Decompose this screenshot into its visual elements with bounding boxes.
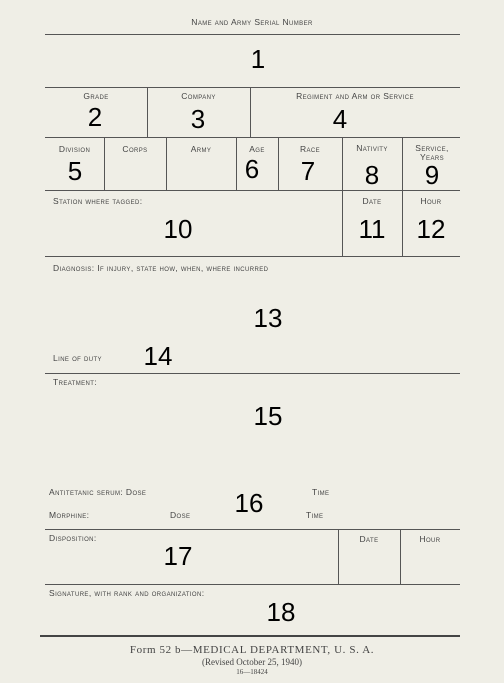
- annotation-1: 1: [250, 44, 266, 74]
- rule-2: [45, 137, 460, 138]
- disposition-label: Disposition:: [49, 533, 97, 543]
- grade-label: Grade: [83, 91, 109, 101]
- annotation-17: 17: [163, 541, 193, 571]
- annotation-2: 2: [87, 102, 103, 132]
- treatment-label: Treatment:: [53, 377, 98, 387]
- annotation-15: 15: [253, 401, 283, 431]
- rule-4: [45, 256, 460, 257]
- disposition-hour-label: Hour: [419, 534, 441, 544]
- division-label: Division: [58, 144, 91, 154]
- revision-note: (Revised October 25, 1940): [202, 657, 302, 667]
- signature-label: Signature, with rank and organization:: [49, 588, 205, 598]
- army-label: Army: [190, 144, 212, 154]
- rule-7: [45, 584, 460, 585]
- annotation-14: 14: [143, 341, 173, 371]
- form-title: Form 52 b—MEDICAL DEPARTMENT, U. S. A.: [129, 644, 375, 656]
- annotation-9: 9: [424, 160, 440, 190]
- regiment-label: Regiment and Arm or Service: [296, 91, 414, 101]
- annotation-16: 16: [234, 488, 264, 518]
- annotation-13: 13: [253, 303, 283, 333]
- antitetanic-label: Antitetanic serum: Dose: [49, 487, 147, 497]
- annotation-11: 11: [358, 214, 386, 244]
- age-label: Age: [249, 144, 265, 154]
- annotation-6: 6: [244, 154, 260, 184]
- corps-label: Corps: [122, 144, 148, 154]
- company-label: Company: [181, 91, 216, 101]
- print-code: 16—18424: [236, 668, 268, 676]
- annotation-7: 7: [300, 156, 316, 186]
- rule-3: [45, 190, 460, 191]
- hour-label: Hour: [420, 196, 442, 206]
- annotation-8: 8: [364, 160, 380, 190]
- annotation-3: 3: [190, 104, 206, 134]
- morphine-dose-label: Dose: [170, 510, 191, 520]
- nativity-label: Nativity: [356, 143, 388, 153]
- service-years-label: Service, Years: [415, 143, 449, 162]
- rule-top: [45, 34, 460, 35]
- race-label: Race: [299, 144, 321, 154]
- rule-1: [45, 87, 460, 88]
- annotation-4: 4: [332, 104, 348, 134]
- line-of-duty-label: Line of duty: [53, 353, 102, 363]
- disposition-date-label: Date: [359, 534, 379, 544]
- rule-bottom: [40, 635, 460, 637]
- rule-5: [45, 373, 460, 374]
- antitetanic-time-label: Time: [312, 487, 330, 497]
- annotation-12: 12: [416, 214, 446, 244]
- diagnosis-label: Diagnosis: If injury, state how, when, where incurred: [53, 263, 269, 273]
- station-label: Station where tagged:: [53, 196, 143, 206]
- annotation-18: 18: [266, 597, 296, 627]
- morphine-time-label: Time: [306, 510, 324, 520]
- date-label: Date: [362, 196, 382, 206]
- annotation-10: 10: [163, 214, 193, 244]
- annotation-5: 5: [67, 156, 83, 186]
- morphine-label: Morphine:: [49, 510, 90, 520]
- rule-6: [45, 529, 460, 530]
- name-serial-label: Name and Army Serial Number: [191, 17, 313, 27]
